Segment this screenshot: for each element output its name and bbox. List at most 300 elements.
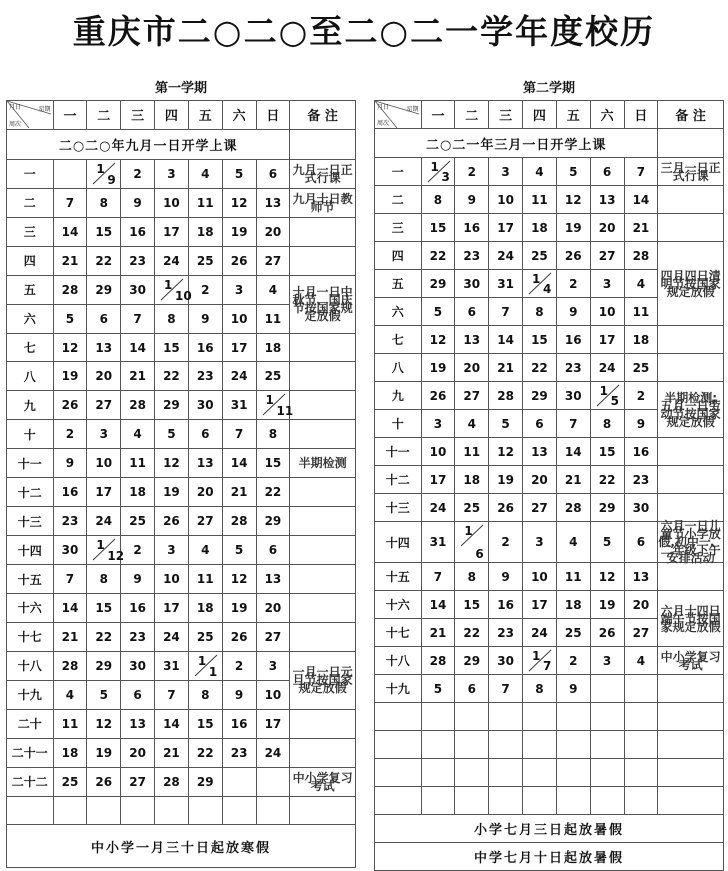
weekday-header: 一 bbox=[53, 101, 87, 130]
date-cell: 12 bbox=[155, 449, 189, 478]
notes-cell bbox=[290, 362, 356, 391]
week-number: 四 bbox=[375, 242, 422, 270]
semester-start-banner: 二○二一年三月一日开学上课 bbox=[375, 129, 658, 158]
date-cell bbox=[556, 759, 590, 787]
date-cell: 29 bbox=[87, 651, 121, 680]
date-cell: 18 bbox=[53, 738, 87, 767]
date-cell: 31 bbox=[155, 651, 189, 680]
date-cell: 13 bbox=[523, 438, 557, 466]
date-cell bbox=[523, 759, 557, 787]
date-cell: 4 bbox=[53, 680, 87, 709]
week-row bbox=[7, 246, 356, 275]
date-cell: 23 bbox=[455, 242, 489, 270]
week-number: 十四 bbox=[7, 536, 54, 565]
vacation-notice: 小学七月三日起放暑假 bbox=[375, 815, 724, 843]
week-number: 二十二 bbox=[7, 767, 54, 796]
corner-header-cell bbox=[375, 101, 422, 129]
week-number: 八 bbox=[375, 354, 422, 382]
week-row bbox=[375, 158, 724, 186]
date-cell: 3 bbox=[590, 270, 624, 298]
date-cell bbox=[556, 787, 590, 815]
month-start-date bbox=[87, 536, 125, 564]
date-cell: 22 bbox=[590, 466, 624, 494]
week-number bbox=[375, 731, 422, 759]
date-cell: 15 bbox=[188, 709, 222, 738]
notes-cell bbox=[290, 507, 356, 536]
month-number: 10 bbox=[175, 288, 192, 303]
week-number: 十五 bbox=[375, 563, 422, 591]
date-cell: 19 bbox=[222, 593, 256, 622]
month-start-date-cell bbox=[590, 382, 624, 410]
date-cell: 15 bbox=[455, 591, 489, 619]
notes-cell bbox=[290, 709, 356, 738]
weekday-header: 一 bbox=[421, 101, 455, 129]
semester-calendar-table bbox=[374, 100, 724, 871]
date-cell: 11 bbox=[455, 438, 489, 466]
date-cell: 18 bbox=[188, 217, 222, 246]
date-cell: 7 bbox=[121, 304, 155, 333]
date-cell: 21 bbox=[53, 622, 87, 651]
week-number: 十七 bbox=[7, 622, 54, 651]
date-cell: 24 bbox=[489, 242, 523, 270]
date-cell bbox=[421, 703, 455, 731]
date-cell bbox=[53, 159, 87, 188]
date-cell: 11 bbox=[53, 709, 87, 738]
week-row bbox=[375, 591, 724, 619]
date-cell: 19 bbox=[155, 478, 189, 507]
weekday-header: 四 bbox=[523, 101, 557, 129]
date-cell bbox=[256, 767, 290, 796]
date-cell: 23 bbox=[624, 466, 658, 494]
date-cell: 20 bbox=[256, 593, 290, 622]
date-cell: 3 bbox=[222, 275, 256, 304]
note-text: 一月一日元旦节按国家规定放假 bbox=[290, 651, 356, 709]
month-number: 5 bbox=[610, 394, 620, 408]
date-cell bbox=[256, 796, 290, 825]
date-cell: 2 bbox=[624, 382, 658, 410]
note-text: 四月四日清明节按国家规定放假 bbox=[658, 242, 724, 326]
date-cell: 17 bbox=[155, 217, 189, 246]
date-cell: 20 bbox=[455, 354, 489, 382]
week-row bbox=[7, 159, 356, 188]
notes-cell bbox=[290, 536, 356, 565]
weekday-header: 日 bbox=[256, 101, 290, 130]
week-row bbox=[7, 565, 356, 594]
date-cell: 8 bbox=[523, 298, 557, 326]
date-cell: 21 bbox=[421, 619, 455, 647]
date-cell: 12 bbox=[222, 188, 256, 217]
month-number: 12 bbox=[107, 549, 125, 564]
date-cell: 21 bbox=[222, 478, 256, 507]
date-cell: 27 bbox=[455, 382, 489, 410]
week-number: 六 bbox=[375, 298, 422, 326]
week-number: 十三 bbox=[375, 494, 422, 522]
week-row bbox=[375, 787, 724, 815]
date-cell: 12 bbox=[53, 333, 87, 362]
week-number: 十一 bbox=[375, 438, 422, 466]
date-cell: 3 bbox=[489, 158, 523, 186]
date-cell: 29 bbox=[87, 275, 121, 304]
date-cell: 5 bbox=[590, 522, 624, 563]
week-row bbox=[7, 449, 356, 478]
notes-cell bbox=[658, 494, 724, 522]
date-cell: 23 bbox=[53, 507, 87, 536]
date-cell: 14 bbox=[53, 217, 87, 246]
month-number: 11 bbox=[276, 404, 294, 419]
date-cell: 23 bbox=[121, 622, 155, 651]
vacation-notice: 中小学一月三十日起放寒假 bbox=[7, 825, 356, 868]
date-cell: 10 bbox=[155, 188, 189, 217]
date-cell: 21 bbox=[556, 466, 590, 494]
date-cell: 18 bbox=[523, 214, 557, 242]
date-cell: 8 bbox=[523, 675, 557, 703]
date-cell bbox=[590, 703, 624, 731]
weekday-header: 六 bbox=[590, 101, 624, 129]
date-cell: 13 bbox=[256, 188, 290, 217]
date-cell bbox=[590, 675, 624, 703]
date-cell: 2 bbox=[53, 420, 87, 449]
date-cell: 29 bbox=[590, 494, 624, 522]
date-cell bbox=[421, 787, 455, 815]
date-cell bbox=[455, 787, 489, 815]
week-number: 二十 bbox=[7, 709, 54, 738]
date-cell: 5 bbox=[87, 680, 121, 709]
date-cell: 16 bbox=[188, 333, 222, 362]
date-cell: 22 bbox=[256, 478, 290, 507]
notes-cell bbox=[658, 787, 724, 815]
notes-cell bbox=[290, 391, 356, 420]
notes-header: 备 注 bbox=[290, 101, 356, 130]
date-cell: 25 bbox=[556, 619, 590, 647]
date-cell: 24 bbox=[155, 246, 189, 275]
date-cell: 2 bbox=[121, 536, 155, 565]
date-cell: 9 bbox=[624, 410, 658, 438]
date-cell: 8 bbox=[155, 304, 189, 333]
date-cell: 24 bbox=[421, 494, 455, 522]
date-cell: 14 bbox=[421, 591, 455, 619]
date-cell: 6 bbox=[121, 680, 155, 709]
date-cell: 3 bbox=[155, 159, 189, 188]
date-cell: 20 bbox=[624, 591, 658, 619]
date-cell: 27 bbox=[590, 242, 624, 270]
date-cell: 9 bbox=[121, 188, 155, 217]
date-cell: 2 bbox=[489, 522, 523, 563]
month-number: 1 bbox=[208, 664, 218, 679]
date-cell: 5 bbox=[489, 410, 523, 438]
note-text: 半期检测 bbox=[290, 449, 356, 478]
week-number: 一 bbox=[7, 159, 54, 188]
date-cell: 27 bbox=[624, 619, 658, 647]
date-cell: 17 bbox=[489, 214, 523, 242]
month-start-date bbox=[189, 652, 222, 680]
date-cell: 20 bbox=[590, 214, 624, 242]
date-cell: 15 bbox=[87, 593, 121, 622]
date-cell: 10 bbox=[421, 438, 455, 466]
date-cell: 28 bbox=[556, 494, 590, 522]
corner-header-cell bbox=[7, 101, 54, 130]
date-cell: 4 bbox=[556, 522, 590, 563]
date-cell: 23 bbox=[121, 246, 155, 275]
week-number: 十二 bbox=[375, 466, 422, 494]
date-cell bbox=[421, 759, 455, 787]
weekday-header: 五 bbox=[188, 101, 222, 130]
date-cell: 9 bbox=[121, 565, 155, 594]
date-cell: 18 bbox=[455, 466, 489, 494]
date-cell: 28 bbox=[53, 651, 87, 680]
week-row bbox=[7, 536, 356, 565]
date-cell: 17 bbox=[256, 709, 290, 738]
week-number: 五 bbox=[7, 275, 54, 304]
date-cell: 17 bbox=[421, 466, 455, 494]
date-cell bbox=[421, 731, 455, 759]
date-cell: 4 bbox=[188, 159, 222, 188]
date-cell: 26 bbox=[489, 494, 523, 522]
date-cell: 27 bbox=[256, 622, 290, 651]
date-cell: 27 bbox=[121, 767, 155, 796]
notes-cell bbox=[290, 796, 356, 825]
weekday-header: 三 bbox=[489, 101, 523, 129]
date-cell: 18 bbox=[556, 591, 590, 619]
week-row bbox=[375, 647, 724, 675]
week-row bbox=[7, 333, 356, 362]
date-cell: 11 bbox=[556, 563, 590, 591]
date-cell: 4 bbox=[121, 420, 155, 449]
date-cell: 7 bbox=[53, 188, 87, 217]
day-number: 1 bbox=[532, 272, 541, 286]
date-cell: 29 bbox=[455, 647, 489, 675]
day-number: 1 bbox=[265, 393, 274, 408]
notes-cell bbox=[290, 738, 356, 767]
notes-cell bbox=[290, 217, 356, 246]
month-start-date-cell bbox=[523, 647, 557, 675]
date-cell: 3 bbox=[155, 536, 189, 565]
semester-2 bbox=[374, 82, 724, 871]
date-cell: 6 bbox=[188, 420, 222, 449]
date-cell: 13 bbox=[455, 326, 489, 354]
weekday-header: 日 bbox=[624, 101, 658, 129]
week-number: 八 bbox=[7, 362, 54, 391]
date-cell: 17 bbox=[222, 333, 256, 362]
week-row bbox=[375, 438, 724, 466]
date-cell: 22 bbox=[87, 622, 121, 651]
date-cell: 16 bbox=[455, 214, 489, 242]
month-start-date bbox=[523, 270, 556, 297]
date-cell bbox=[455, 759, 489, 787]
date-cell bbox=[624, 675, 658, 703]
month-start-date-cell bbox=[155, 275, 192, 304]
week-number: 三 bbox=[375, 214, 422, 242]
notes-cell bbox=[290, 478, 356, 507]
semester-start-banner: 二○二○年九月一日开学上课 bbox=[7, 129, 290, 159]
notes-cell bbox=[658, 129, 724, 158]
week-row bbox=[375, 759, 724, 787]
date-cell: 24 bbox=[222, 362, 256, 391]
note-text: 十月一日中秋节、国庆节按国家规定放假 bbox=[290, 275, 356, 333]
date-cell: 31 bbox=[489, 270, 523, 298]
date-cell: 11 bbox=[523, 186, 557, 214]
date-cell: 19 bbox=[590, 591, 624, 619]
date-cell: 9 bbox=[556, 675, 590, 703]
date-cell: 6 bbox=[624, 522, 658, 563]
corner-label-week-number: 周次 bbox=[9, 120, 22, 128]
week-number: 十九 bbox=[375, 675, 422, 703]
month-number: 3 bbox=[441, 170, 450, 184]
date-cell: 16 bbox=[222, 709, 256, 738]
date-cell: 16 bbox=[121, 217, 155, 246]
date-cell: 29 bbox=[421, 270, 455, 298]
date-cell: 29 bbox=[188, 767, 222, 796]
date-cell: 13 bbox=[590, 186, 624, 214]
notes-cell bbox=[658, 731, 724, 759]
date-cell: 12 bbox=[556, 186, 590, 214]
date-cell: 11 bbox=[256, 304, 290, 333]
day-number: 1 bbox=[96, 161, 105, 176]
date-cell: 28 bbox=[222, 507, 256, 536]
note-text: 六月一日儿童节小学放假,初中一、二年级下午安排活动 bbox=[658, 519, 723, 565]
week-number: 十三 bbox=[7, 507, 54, 536]
date-cell: 16 bbox=[53, 478, 87, 507]
date-cell: 20 bbox=[87, 362, 121, 391]
date-cell: 13 bbox=[624, 563, 658, 591]
date-cell: 20 bbox=[256, 217, 290, 246]
date-cell: 14 bbox=[53, 593, 87, 622]
day-number: 1 bbox=[96, 538, 105, 553]
week-number: 十二 bbox=[7, 478, 54, 507]
date-cell: 24 bbox=[523, 619, 557, 647]
week-row bbox=[375, 675, 724, 703]
notes-cell bbox=[658, 438, 724, 466]
date-cell: 5 bbox=[155, 420, 189, 449]
date-cell bbox=[624, 731, 658, 759]
week-row bbox=[375, 466, 724, 494]
vacation-notice: 中学七月十日起放暑假 bbox=[375, 843, 724, 871]
date-cell bbox=[523, 787, 557, 815]
day-number: 1 bbox=[532, 649, 541, 663]
week-row bbox=[7, 767, 356, 796]
date-cell: 11 bbox=[624, 298, 658, 326]
month-start-date-cell bbox=[87, 159, 121, 188]
date-cell: 21 bbox=[155, 738, 189, 767]
date-cell: 14 bbox=[489, 326, 523, 354]
date-cell: 2 bbox=[556, 647, 590, 675]
date-cell: 28 bbox=[121, 391, 155, 420]
week-number: 十八 bbox=[375, 647, 422, 675]
week-number: 二十一 bbox=[7, 738, 54, 767]
date-cell: 21 bbox=[624, 214, 658, 242]
date-cell: 22 bbox=[455, 619, 489, 647]
week-number bbox=[7, 796, 54, 825]
date-cell: 25 bbox=[53, 767, 87, 796]
date-cell: 14 bbox=[624, 186, 658, 214]
date-cell: 24 bbox=[256, 738, 290, 767]
date-cell: 26 bbox=[87, 767, 121, 796]
date-cell: 10 bbox=[489, 186, 523, 214]
date-cell: 5 bbox=[53, 304, 87, 333]
date-cell: 4 bbox=[188, 536, 222, 565]
date-cell bbox=[455, 703, 489, 731]
month-number: 4 bbox=[543, 282, 552, 296]
month-start-date-cell bbox=[523, 270, 557, 298]
date-cell: 7 bbox=[155, 680, 189, 709]
date-cell: 26 bbox=[421, 382, 455, 410]
date-cell: 11 bbox=[121, 449, 155, 478]
date-cell: 11 bbox=[188, 565, 222, 594]
date-cell: 10 bbox=[256, 680, 290, 709]
date-cell: 27 bbox=[523, 494, 557, 522]
date-cell: 15 bbox=[421, 214, 455, 242]
date-cell: 14 bbox=[556, 438, 590, 466]
date-cell: 15 bbox=[87, 217, 121, 246]
date-cell: 3 bbox=[256, 651, 290, 680]
date-cell bbox=[489, 759, 523, 787]
week-row bbox=[375, 703, 724, 731]
date-cell: 14 bbox=[222, 449, 256, 478]
date-cell: 2 bbox=[455, 158, 489, 186]
date-cell: 30 bbox=[121, 651, 155, 680]
date-cell: 12 bbox=[590, 563, 624, 591]
date-cell: 16 bbox=[489, 591, 523, 619]
week-row bbox=[375, 522, 724, 563]
date-cell: 25 bbox=[121, 507, 155, 536]
week-number: 十五 bbox=[7, 565, 54, 594]
week-row bbox=[375, 731, 724, 759]
note-text: 九月一日正式行课 bbox=[290, 159, 356, 188]
date-cell: 15 bbox=[523, 326, 557, 354]
week-row bbox=[7, 478, 356, 507]
date-cell bbox=[121, 796, 155, 825]
date-cell bbox=[556, 731, 590, 759]
date-cell: 28 bbox=[53, 275, 87, 304]
date-cell: 31 bbox=[421, 522, 455, 563]
calendar-title: 重庆市二○二○至二○二一学年度校历 bbox=[72, 12, 656, 51]
week-row bbox=[375, 354, 724, 382]
date-cell bbox=[87, 796, 121, 825]
week-number: 七 bbox=[375, 326, 422, 354]
date-cell: 13 bbox=[121, 709, 155, 738]
date-cell: 19 bbox=[53, 362, 87, 391]
week-row bbox=[7, 275, 356, 304]
date-cell: 22 bbox=[523, 354, 557, 382]
date-cell bbox=[590, 759, 624, 787]
date-cell: 25 bbox=[455, 494, 489, 522]
date-cell: 26 bbox=[155, 507, 189, 536]
date-cell: 12 bbox=[87, 709, 121, 738]
date-cell: 26 bbox=[53, 391, 87, 420]
date-cell: 7 bbox=[489, 675, 523, 703]
date-cell: 19 bbox=[222, 217, 256, 246]
day-number: 1 bbox=[430, 160, 439, 174]
date-cell: 6 bbox=[523, 410, 557, 438]
day-number: 1 bbox=[197, 653, 207, 668]
date-cell: 17 bbox=[523, 591, 557, 619]
date-cell bbox=[624, 787, 658, 815]
date-cell bbox=[455, 731, 489, 759]
note-text: 三月一日正式行课 bbox=[658, 158, 724, 186]
date-cell: 10 bbox=[590, 298, 624, 326]
date-cell: 15 bbox=[155, 333, 189, 362]
date-cell: 7 bbox=[556, 410, 590, 438]
date-cell: 21 bbox=[121, 362, 155, 391]
corner-label-weekday: 星期 bbox=[406, 106, 419, 113]
notes-cell bbox=[658, 703, 724, 731]
date-cell bbox=[556, 703, 590, 731]
date-cell: 3 bbox=[523, 522, 557, 563]
week-number: 十九 bbox=[7, 680, 54, 709]
week-number: 九 bbox=[375, 382, 422, 410]
week-row bbox=[7, 622, 356, 651]
day-number: 1 bbox=[599, 384, 609, 398]
month-start-date bbox=[591, 382, 624, 409]
